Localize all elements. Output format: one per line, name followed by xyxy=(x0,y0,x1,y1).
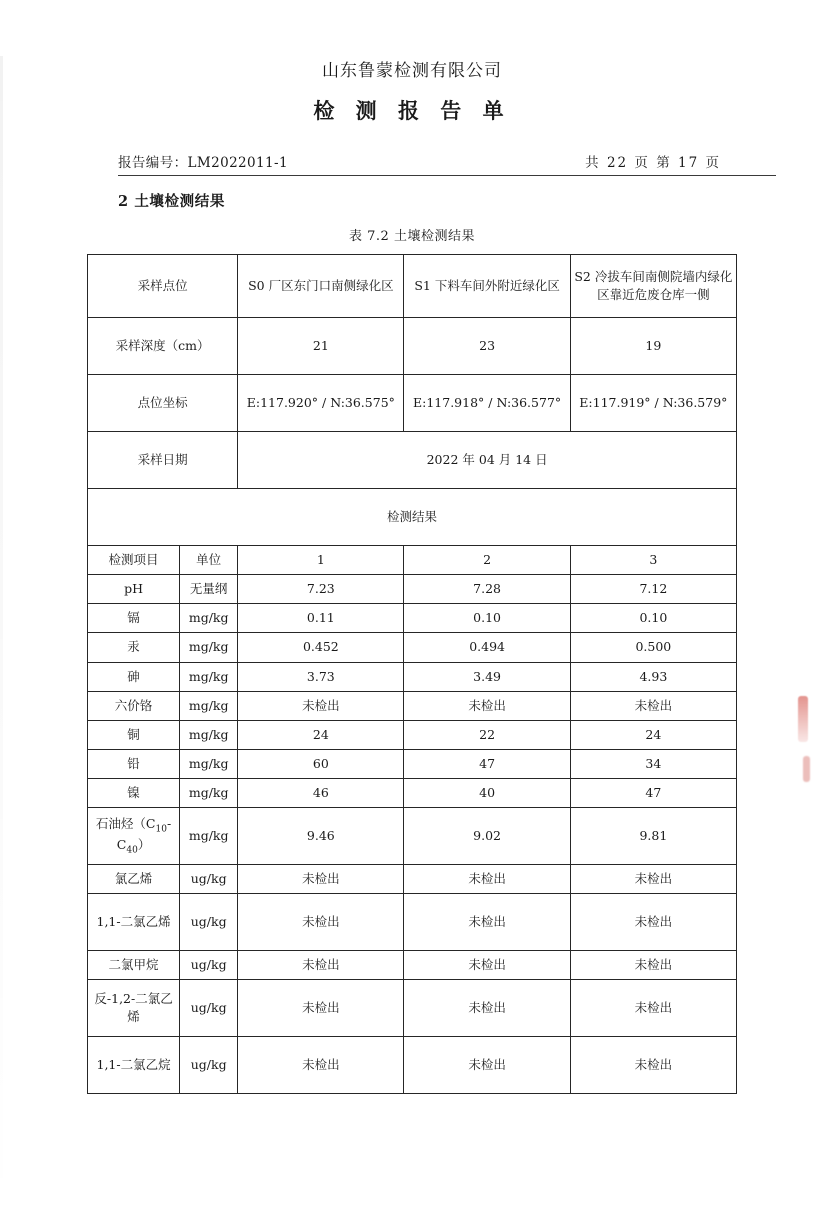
report-number: 报告编号：LM2022011-1 xyxy=(118,155,288,171)
row-value-3: 未检出 xyxy=(570,894,736,951)
report-meta xyxy=(118,151,776,176)
row-value-3: 7.12 xyxy=(570,575,736,604)
row-value-2: 7.28 xyxy=(404,575,570,604)
coordinates-2: E:117.918° / N:36.577° xyxy=(404,375,570,432)
row-value-3: 24 xyxy=(570,720,736,749)
row-value-1: 未检出 xyxy=(238,691,404,720)
row-unit: mg/kg xyxy=(180,808,238,865)
table-row xyxy=(88,980,737,1037)
row-unit: mg/kg xyxy=(180,779,238,808)
row-value-3: 9.81 xyxy=(570,808,736,865)
company-name: 山东鲁蒙检测有限公司 xyxy=(322,61,502,81)
label-sampling-depth: 采样深度（cm） xyxy=(88,318,238,375)
label-coordinates: 点位坐标 xyxy=(88,375,238,432)
row-value-1: 未检出 xyxy=(238,980,404,1037)
row-value-1: 3.73 xyxy=(238,662,404,691)
row-item: pH xyxy=(88,575,180,604)
table-row xyxy=(88,808,737,865)
row-item: 石油烃$(C_{10}-C_{40})$ xyxy=(88,808,180,865)
row-item: 汞 xyxy=(88,633,180,662)
sampling-point-2: S1 下料车间外附近绿化区 xyxy=(404,255,570,318)
table-row xyxy=(88,951,737,980)
row-unit: mg/kg xyxy=(180,662,238,691)
row-value-2: 40 xyxy=(404,779,570,808)
row-value-2: 0.494 xyxy=(404,633,570,662)
label-sampling-point: 采样点位 xyxy=(88,255,238,318)
row-item: 反-1,2-二氯乙烯 xyxy=(88,980,180,1037)
row-value-3: 未检出 xyxy=(570,691,736,720)
table-row xyxy=(88,779,737,808)
depth-2: 23 xyxy=(404,318,570,375)
row-unit: 无量纲 xyxy=(180,575,238,604)
row-unit: mg/kg xyxy=(180,604,238,633)
row-value-1: 9.46 xyxy=(238,808,404,865)
table-row xyxy=(88,604,737,633)
table-row xyxy=(88,720,737,749)
soil-results-table xyxy=(87,254,737,1094)
header-unit: 单位 xyxy=(180,546,238,575)
table-row xyxy=(88,575,737,604)
row-value-1: 未检出 xyxy=(238,1037,404,1094)
row-value-3: 未检出 xyxy=(570,951,736,980)
row-value-2: 22 xyxy=(404,720,570,749)
row-value-1: 未检出 xyxy=(238,894,404,951)
table-row-results-banner xyxy=(88,489,737,546)
row-value-1: 60 xyxy=(238,749,404,778)
depth-3: 19 xyxy=(570,318,736,375)
table-header-row xyxy=(88,546,737,575)
page-number: 共 22 页 第 17 页 xyxy=(585,155,721,171)
row-value-2: 未检出 xyxy=(404,865,570,894)
row-item: 铅 xyxy=(88,749,180,778)
row-item: 二氯甲烷 xyxy=(88,951,180,980)
row-value-2: 3.49 xyxy=(404,662,570,691)
label-sampling-date: 采样日期 xyxy=(88,432,238,489)
row-item: 镍 xyxy=(88,779,180,808)
header-col-1: 1 xyxy=(238,546,404,575)
section-heading: 2 土壤检测结果 xyxy=(118,193,225,210)
red-stamp-artifact xyxy=(798,696,808,742)
row-value-3: 34 xyxy=(570,749,736,778)
row-value-2: 未检出 xyxy=(404,1037,570,1094)
row-unit: ug/kg xyxy=(180,1037,238,1094)
row-value-1: 未检出 xyxy=(238,951,404,980)
sampling-point-3: S2 冷拔车间南侧院墙内绿化区靠近危废仓库一侧 xyxy=(570,255,736,318)
row-item: 1,1-二氯乙烯 xyxy=(88,894,180,951)
row-unit: mg/kg xyxy=(180,691,238,720)
table-caption: 表 7.2 土壤检测结果 xyxy=(349,229,475,244)
row-value-3: 4.93 xyxy=(570,662,736,691)
coordinates-1: E:117.920° / N:36.575° xyxy=(238,375,404,432)
row-value-3: 未检出 xyxy=(570,865,736,894)
table-row-date xyxy=(88,432,737,489)
row-unit: mg/kg xyxy=(180,720,238,749)
table-row-sampling-points xyxy=(88,255,737,318)
red-mark-artifact xyxy=(803,756,810,782)
row-value-3: 未检出 xyxy=(570,980,736,1037)
row-unit: mg/kg xyxy=(180,749,238,778)
table-row-coordinates xyxy=(88,375,737,432)
table-row-depth xyxy=(88,318,737,375)
table-row xyxy=(88,894,737,951)
page-title: 检 测 报 告 单 xyxy=(313,98,511,123)
table-row xyxy=(88,865,737,894)
depth-1: 21 xyxy=(238,318,404,375)
row-value-2: 未检出 xyxy=(404,691,570,720)
table-row xyxy=(88,749,737,778)
row-value-3: 0.500 xyxy=(570,633,736,662)
row-value-3: 未检出 xyxy=(570,1037,736,1094)
row-value-3: 0.10 xyxy=(570,604,736,633)
row-value-2: 未检出 xyxy=(404,951,570,980)
table-row xyxy=(88,1037,737,1094)
row-value-2: 9.02 xyxy=(404,808,570,865)
sampling-date-value: 2022 年 04 月 14 日 xyxy=(238,432,737,489)
row-value-1: 0.11 xyxy=(238,604,404,633)
sampling-point-1: S0 厂区东门口南侧绿化区 xyxy=(238,255,404,318)
row-unit: mg/kg xyxy=(180,633,238,662)
row-value-1: 24 xyxy=(238,720,404,749)
row-unit: ug/kg xyxy=(180,894,238,951)
row-item: 镉 xyxy=(88,604,180,633)
table-row xyxy=(88,633,737,662)
row-value-2: 0.10 xyxy=(404,604,570,633)
row-item: 铜 xyxy=(88,720,180,749)
row-unit: ug/kg xyxy=(180,951,238,980)
row-value-2: 未检出 xyxy=(404,894,570,951)
row-unit: ug/kg xyxy=(180,865,238,894)
row-item: 1,1-二氯乙烷 xyxy=(88,1037,180,1094)
table-row xyxy=(88,662,737,691)
row-item: 砷 xyxy=(88,662,180,691)
results-banner-label: 检测结果 xyxy=(88,489,737,546)
row-value-1: 46 xyxy=(238,779,404,808)
row-unit: ug/kg xyxy=(180,980,238,1037)
report-page xyxy=(0,56,824,1223)
table-row xyxy=(88,691,737,720)
row-item: 氯乙烯 xyxy=(88,865,180,894)
row-value-1: 0.452 xyxy=(238,633,404,662)
header-col-3: 3 xyxy=(570,546,736,575)
row-value-1: 未检出 xyxy=(238,865,404,894)
coordinates-3: E:117.919° / N:36.579° xyxy=(570,375,736,432)
header-item: 检测项目 xyxy=(88,546,180,575)
row-value-2: 未检出 xyxy=(404,980,570,1037)
row-item: 六价铬 xyxy=(88,691,180,720)
header-col-2: 2 xyxy=(404,546,570,575)
row-value-2: 47 xyxy=(404,749,570,778)
row-value-1: 7.23 xyxy=(238,575,404,604)
row-value-3: 47 xyxy=(570,779,736,808)
